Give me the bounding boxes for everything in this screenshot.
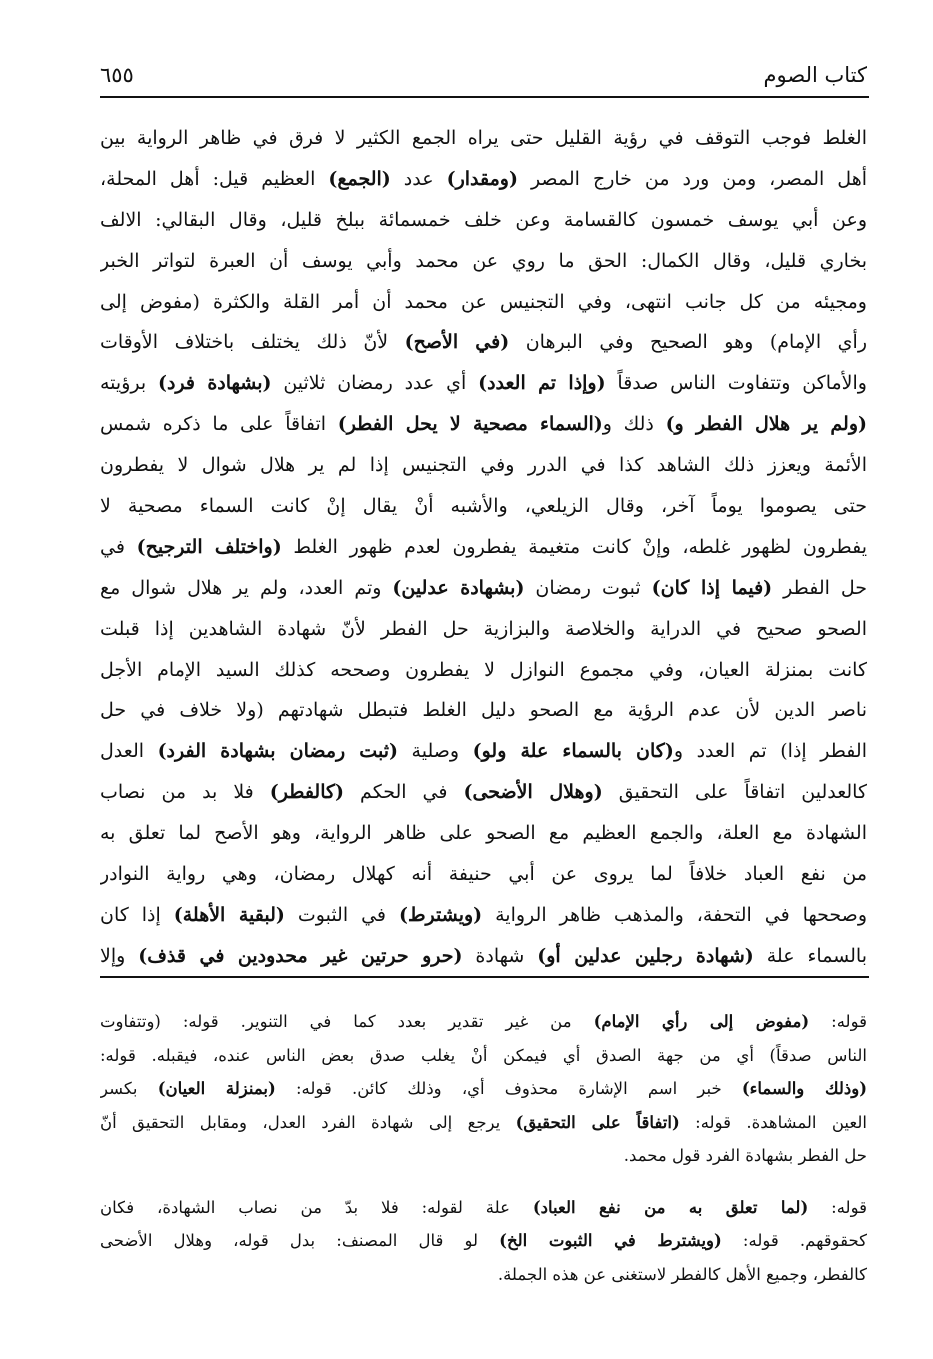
main-text xyxy=(100,118,867,977)
matn-phrase: (حرو حرتين غير محدودين في قذف) xyxy=(138,944,463,967)
matn-phrase: (في الأصح) xyxy=(404,331,510,354)
matn-phrase: (اتفاقاً على التحقيق) xyxy=(515,1112,680,1132)
matn-phrase: (كان بالسماء علة ولو) xyxy=(472,740,674,763)
matn-phrase: (وذلك والسماء) xyxy=(741,1079,867,1098)
main-line: الصحو صحيح في الدراية والخلاصة والبزازية حل الفطر لأنّ شهادة الشاهدين إذا قبلت xyxy=(100,617,867,640)
matn-phrase: (شهادة رجلين عدلين أو) xyxy=(537,944,754,967)
footnote-separator xyxy=(100,976,869,978)
matn-phrase: (وإذا تم العدد) xyxy=(478,372,606,395)
main-line: الفطر إذا) تم العدد و(كان بالسماء علة ولو) وصلية (ثبت رمضان بشهادة الفرد) العدل xyxy=(100,740,867,763)
matn-phrase: (لبقية الأهلة) xyxy=(173,903,285,926)
main-line: وصححها في التحفة، والمذهب ظاهر الرواية (ويشترط) في الثبوت (لبقية الأهلة) إذا كان xyxy=(100,903,867,926)
matn-phrase: (كالفطر) xyxy=(269,781,345,804)
running-title: كتاب الصوم xyxy=(763,63,867,87)
note-block xyxy=(100,1005,867,1173)
main-line: وعن أبي يوسف خمسون كالقسامة وعن خلف خمسمائة ببلخ قليل، وقال البقالي: الالف xyxy=(100,208,867,231)
matn-phrase: (لما تعلق به من نفع العباد) xyxy=(532,1197,809,1217)
matn-phrase: (ثبت رمضان بشهادة الفرد) xyxy=(157,740,398,763)
header-rule xyxy=(100,96,869,98)
page-header xyxy=(100,60,867,94)
main-line: يفطرون لظهور غلطه، وإنْ كانت متغيمة يفطرون لعدم ظهور الغلط (واختلف الترجيح) في xyxy=(100,535,867,558)
matn-phrase: (ويشترط) xyxy=(398,903,483,926)
main-line: والأماكن وتتفاوت الناس صدقاً (وإذا تم العدد) أي عدد رمضان ثلاثين (بشهادة فرد) برؤيته xyxy=(100,372,867,395)
main-line: حل الفطر (فيما إذا كان) ثبوت رمضان (بشهادة عدلين) وتم العدد، ولم ير هلال شوال مع xyxy=(100,576,867,599)
main-line: ناصر الدين لأن عدم الرؤية مع الصحو دليل الغلط فتبطل شهادتهم (ولا خلاف في حل xyxy=(100,699,867,722)
matn-phrase: (بشهادة عدلين) xyxy=(392,576,525,599)
main-line: كانت بمنزلة العيان، وفي مجموع النوازل لا يفطرون وصححه كذلك السيد الإمام الأجل xyxy=(100,658,867,681)
matn-phrase: (بمنزلة العيان) xyxy=(157,1079,276,1098)
matn-phrase: (واختلف الترجيح) xyxy=(136,535,282,558)
matn-phrase: (ولم ير هلال الفطر و) xyxy=(665,413,867,436)
note-line: كالفطر، وجميع الأهل كالفطر لاستغنى عن هذه الجملة. xyxy=(497,1264,867,1284)
note-line: قوله: (مفوض إلى رأي الإمام) من غير تقدير بعدد كما في التنوير. قوله: (وتتفاوت xyxy=(100,1012,867,1031)
main-line: بالسماء علة (شهادة رجلين عدلين أو) شهادة (حرو حرتين غير محدودين في قذف) وإلا xyxy=(100,944,867,967)
page-number: ٦٥٥ xyxy=(100,63,134,87)
main-line: بخاري قليل، وقال الكمال: الحق ما روي عن محمد وأبي يوسف أن العبرة لتواتر الخبر xyxy=(100,249,867,272)
main-line: الشهادة مع العلة، والجمع العظيم مع الصحو على ظاهر الرواية، وهو الأصح لما تعلق به xyxy=(100,822,867,845)
main-line: رأي الإمام) وهو الصحيح وفي البرهان (في الأصح) لأنّ ذلك يختلف باختلاف الأوقات xyxy=(100,331,867,354)
note-line: الناس صدقاً) أي من جهة الصدق أي فيمكن أنْ يغلب صدق بعض الناس عنده، فيقبله. قوله: xyxy=(100,1045,867,1065)
note-line: قوله: (لما تعلق به من نفع العباد) علة لقوله: فلا بدّ من نصاب الشهادة، فكان xyxy=(100,1197,867,1217)
main-line: كالعدلين اتفاقاً على التحقيق (وهلال الأضحى) في الحكم (كالفطر) فلا بد من نصاب xyxy=(100,781,867,804)
note-line: العين المشاهدة. قوله: (اتفاقاً على التحقيق) يرجع إلى شهادة الفرد العدل، ومقابل التحقيق أنّ xyxy=(100,1112,867,1132)
note-block xyxy=(100,1191,867,1292)
main-line: الأئمة ويعزز ذلك الشاهد كذا في الدرر وفي التجنيس إذا لم ير هلال شوال لا يفطرون xyxy=(100,454,867,477)
note-line: كحقوقهم. قوله: (ويشترط في الثبوت الخ) لو قال المصنف: بدل قوله، وهلال الأضحى xyxy=(100,1231,867,1250)
main-line: ومجيئه من كل جانب انتهى، وفي التجنيس عن محمد أن أمر القلة والكثرة (مفوض إلى xyxy=(100,290,867,313)
main-line: الغلط فوجب التوقف في رؤية القليل حتى يراه الجمع الكثير لا فرق في ظاهر الرواية بين xyxy=(100,127,867,149)
matn-phrase: (الجمع) xyxy=(328,167,391,190)
matn-phrase: (السماء مصحية لا يحل الفطر) xyxy=(337,413,603,436)
main-line: (ولم ير هلال الفطر و) ذلك و(السماء مصحية لا يحل الفطر) اتفاقاً على ما ذكره شمس xyxy=(100,413,867,436)
commentary-notes xyxy=(100,1005,867,1309)
matn-phrase: (مفوض إلى رأي الإمام) xyxy=(593,1012,810,1031)
matn-phrase: (فيما إذا كان) xyxy=(651,576,773,599)
main-line: أهل المصر، ومن ورد من خارج المصر (ومقدار) عدد (الجمع) العظيم قيل: أهل المحلة، xyxy=(100,167,867,190)
note-line: حل الفطر بشهادة الفرد قول محمد. xyxy=(623,1146,867,1165)
matn-phrase: (ويشترط في الثبوت الخ) xyxy=(499,1231,722,1250)
matn-phrase: (بشهادة فرد) xyxy=(157,372,272,395)
main-line: حتى يصوموا يوماً آخر، وقال الزيلعي، والأشبه أنْ يقال إنْ كانت السماء مصحية لا xyxy=(100,495,867,518)
main-line: من نفع العباد خلافاً لما يروى عن أبي حنيفة أنه كهلال رمضان، وهي رواية النوادر xyxy=(100,863,867,886)
matn-phrase: (وهلال الأضحى) xyxy=(463,781,603,804)
matn-phrase: (ومقدار) xyxy=(446,167,518,190)
note-line: (وذلك والسماء) خبر اسم الإشارة محذوف أي، وذلك كائن. قوله: (بمنزلة العيان) بكسر xyxy=(100,1079,867,1098)
